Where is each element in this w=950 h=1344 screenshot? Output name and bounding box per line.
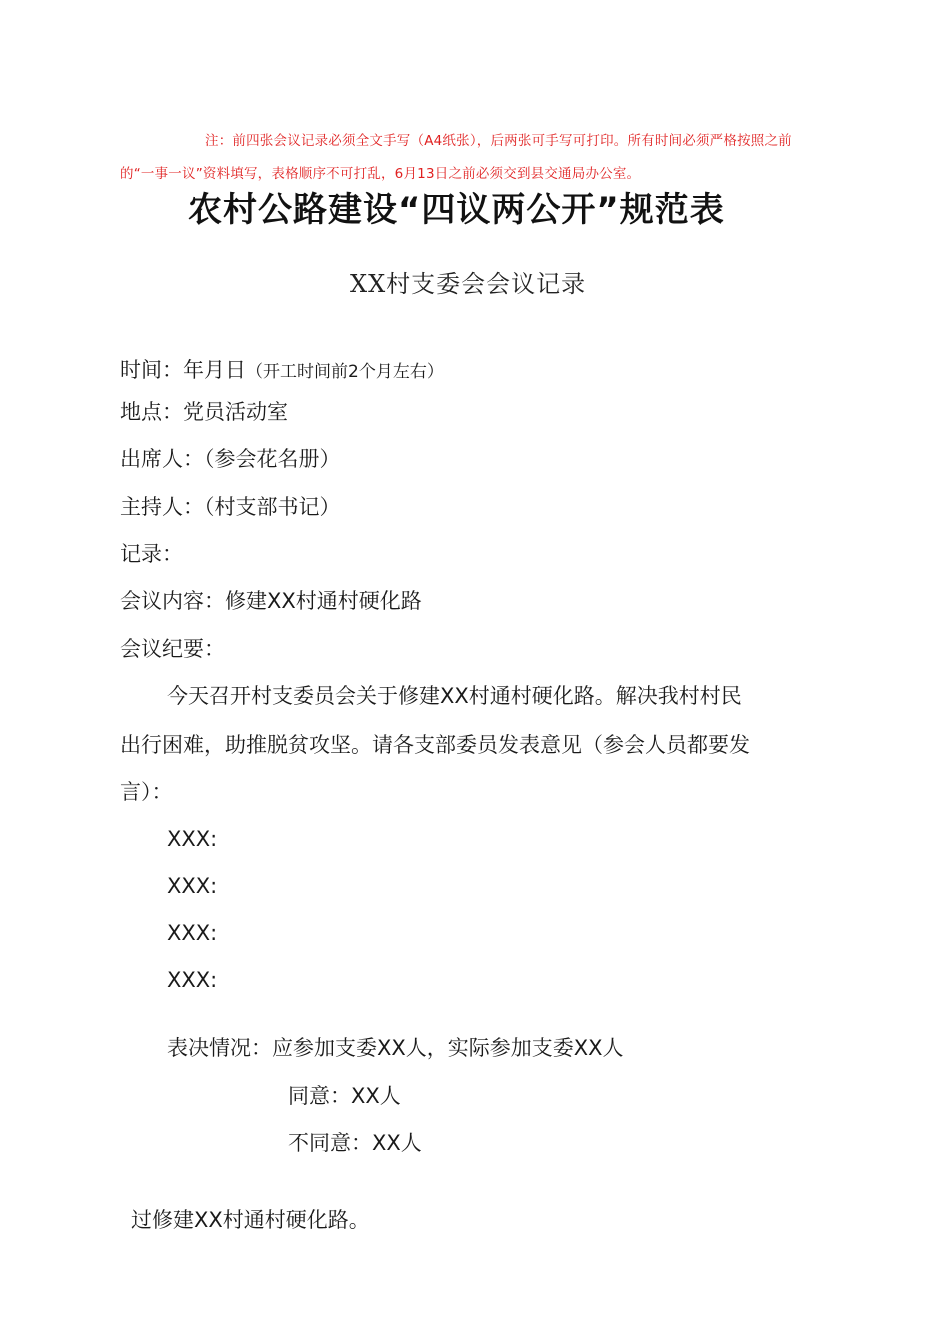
vote-agree: 同意：XX人 <box>288 1084 401 1108</box>
page-title: 农村公路建设“四议两公开”规范表 <box>188 190 725 230</box>
page-subtitle: XX村支委会会议记录 <box>350 270 587 298</box>
notice-line-2: 的“一事一议”资料填写，表格顺序不可打乱，6月13日之前必须交到县交通局办公室。 <box>120 166 641 182</box>
vote-summary: 表决情况：应参加支委XX人，实际参加支委XX人 <box>167 1036 624 1060</box>
recorder-field: 记录： <box>120 542 183 566</box>
speaker-entry: XXX: <box>167 874 218 898</box>
time-note: （开工时间前2个月左右） <box>246 362 444 382</box>
summary-paragraph-line-2: 出行困难，助推脱贫攻坚。请各支部委员发表意见（参会人员都要发 <box>120 733 750 757</box>
summary-paragraph-line-3: 言）： <box>120 780 173 804</box>
notice-line-1: 注：前四张会议记录必须全文手写（A4纸张），后两张可手写可打印。所有时间必须严格按照之前 <box>205 133 792 149</box>
time-field <box>120 354 444 384</box>
speaker-entry: XXX: <box>167 968 218 992</box>
speaker-entry: XXX: <box>167 921 218 945</box>
attendees-field: 出席人：（参会花名册） <box>120 447 341 471</box>
location-field: 地点：党员活动室 <box>120 400 288 424</box>
host-field: 主持人：（村支部书记） <box>120 495 341 519</box>
vote-disagree: 不同意：XX人 <box>288 1131 422 1155</box>
summary-label: 会议纪要： <box>120 637 225 661</box>
conclusion: 过修建XX村通村硬化路。 <box>131 1208 370 1232</box>
speaker-entry: XXX: <box>167 827 218 851</box>
content-field: 会议内容：修建XX村通村硬化路 <box>120 589 422 613</box>
summary-paragraph-line-1: 今天召开村支委员会关于修建XX村通村硬化路。解决我村村民 <box>167 684 742 708</box>
time-label: 时间：年月日 <box>120 358 246 382</box>
